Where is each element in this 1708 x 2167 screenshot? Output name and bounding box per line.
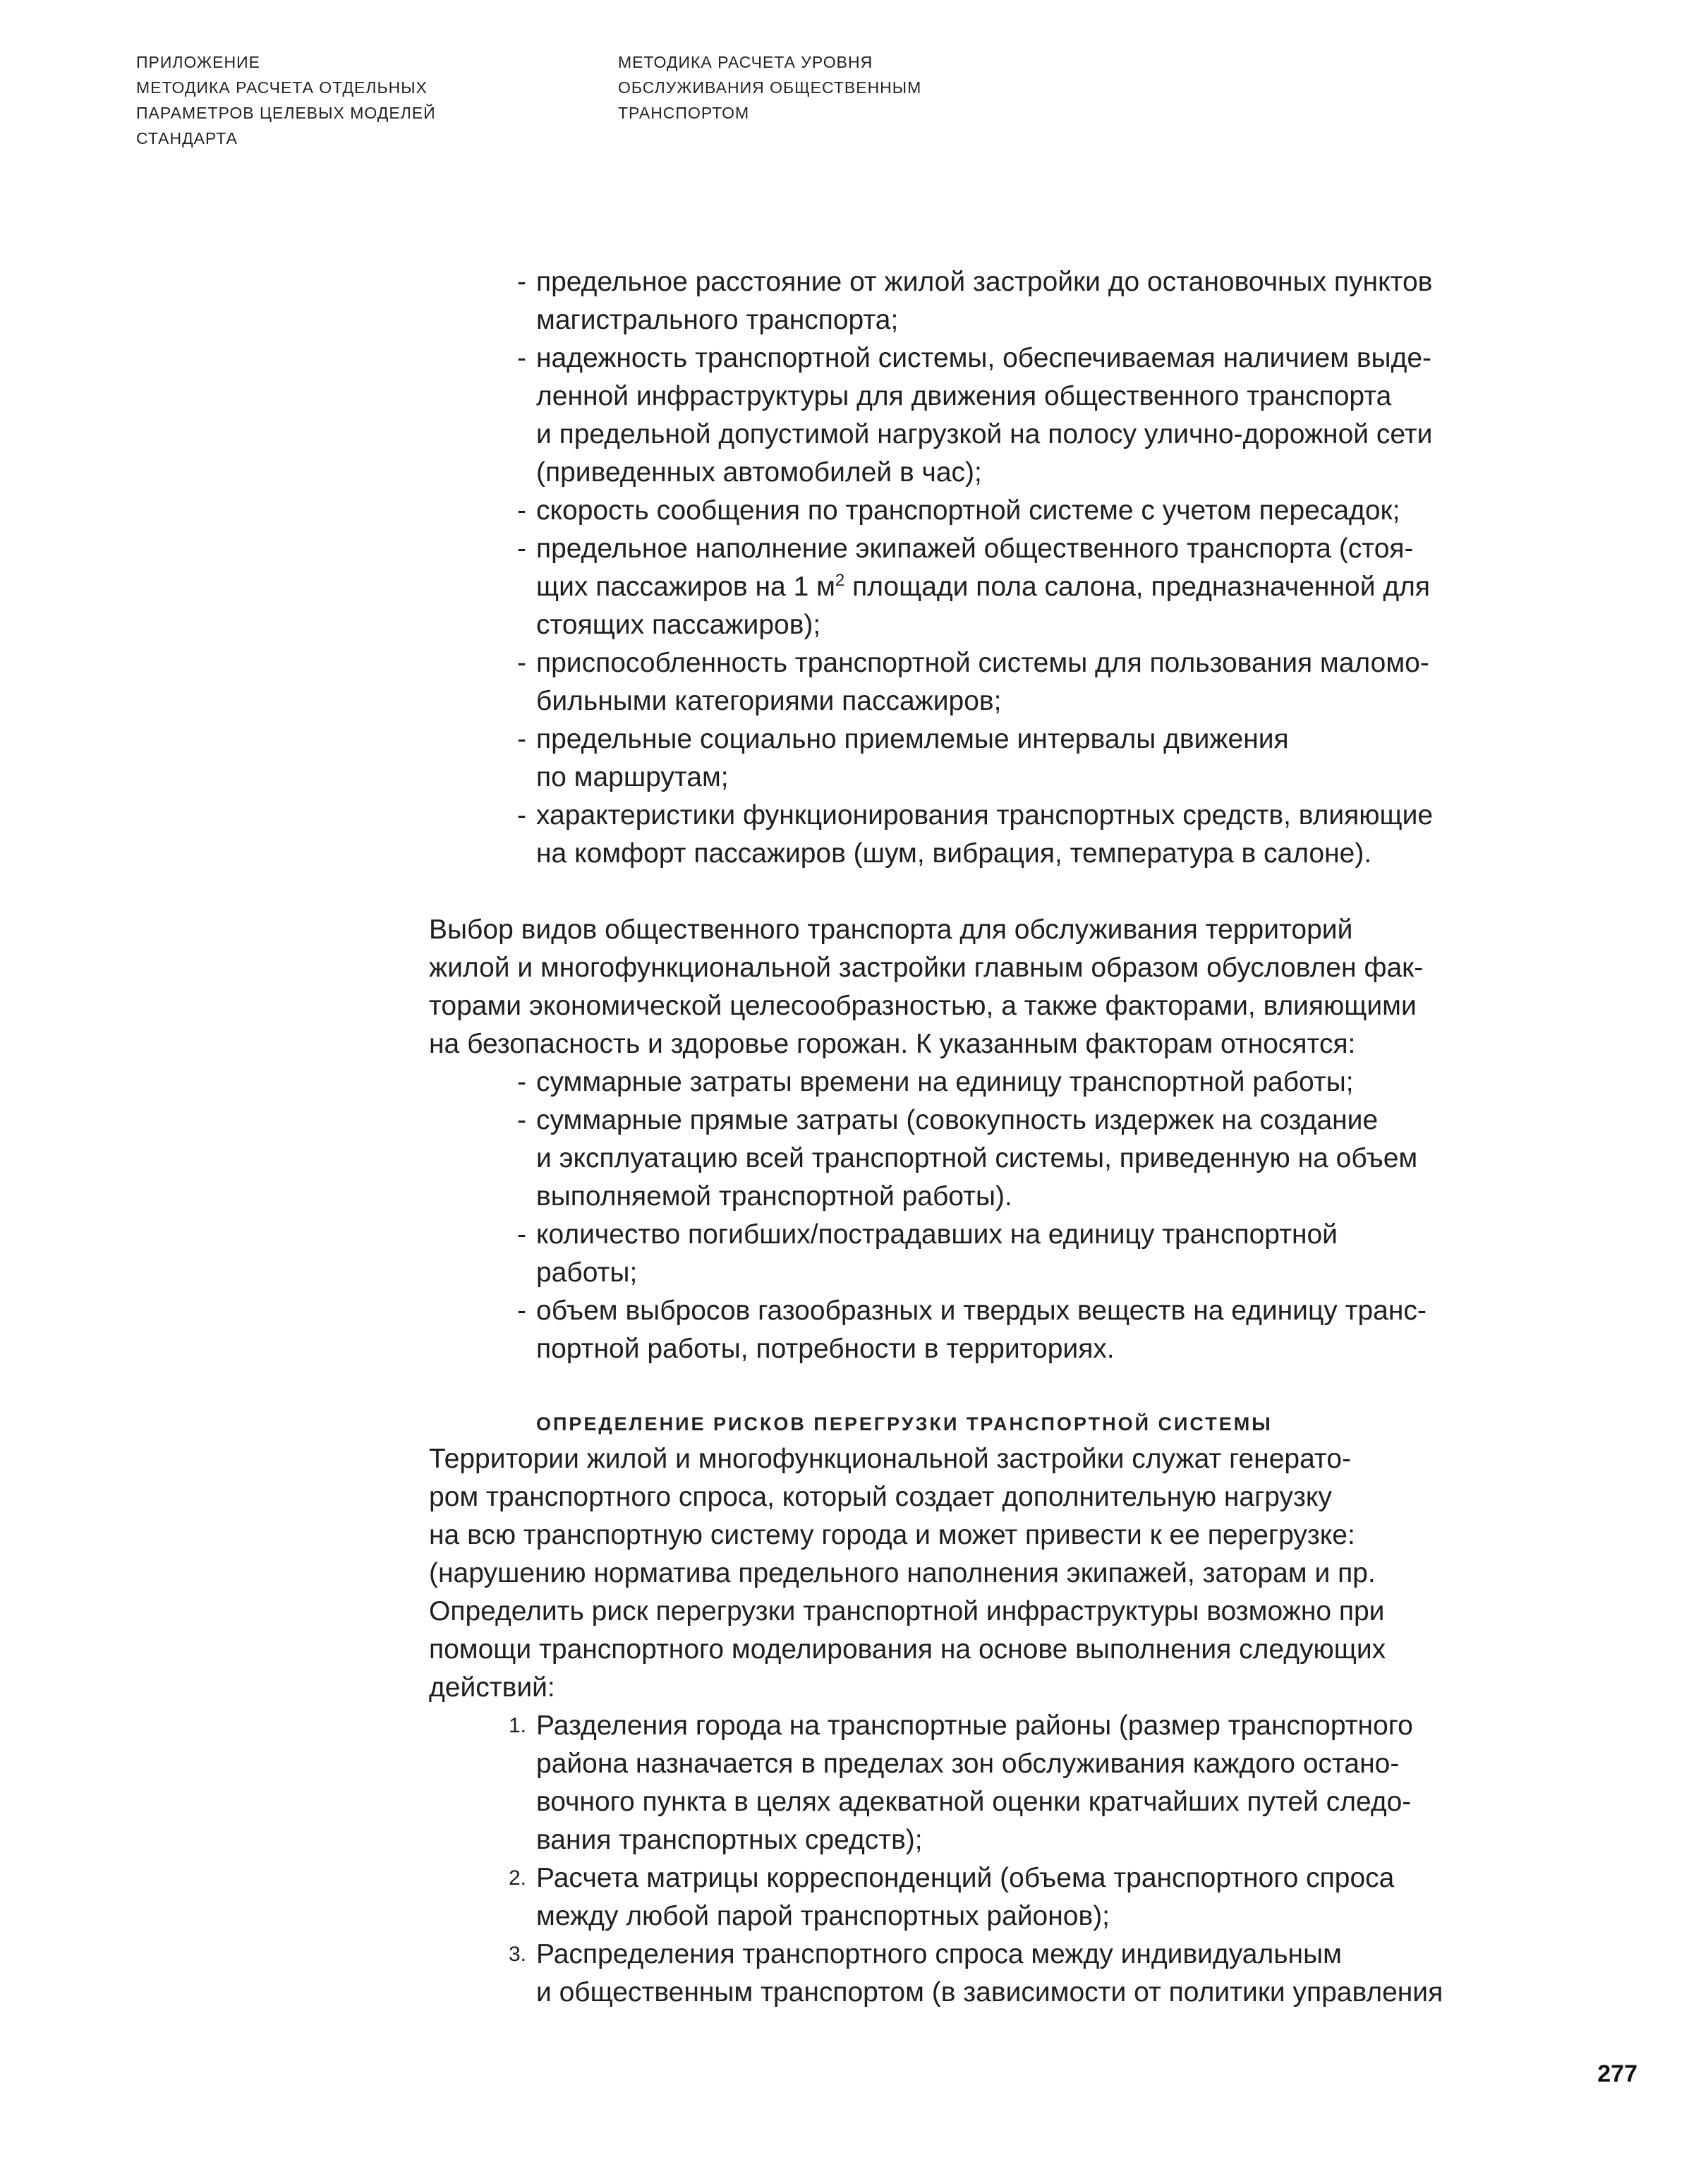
text-line: торами экономической целесообразностью, а также факторами, влияющими <box>429 991 1417 1021</box>
header-right-line: ОБСЛУЖИВАНИЯ ОБЩЕСТВЕННЫМ <box>618 78 922 97</box>
list-item <box>429 644 1544 720</box>
text-line: жилой и многофункциональной застройки главным образом обусловлен фак- <box>429 953 1424 983</box>
text-line: бильными категориями пассажиров; <box>536 686 1002 716</box>
text-line: между любой парой транспортных районов); <box>536 1901 1110 1931</box>
text-line: объем выбросов газообразных и твердых веществ на единицу транс- <box>536 1296 1427 1326</box>
text-line: предельное расстояние от жилой застройки до остановочных пунктов <box>536 267 1433 297</box>
list-item <box>429 720 1544 797</box>
text-line: Разделения города на транспортные районы (размер транспортного <box>536 1710 1413 1741</box>
page-body <box>429 263 1544 2012</box>
list-item <box>429 1859 1544 1936</box>
dash-marker: - <box>517 343 526 373</box>
spacer <box>429 1368 1544 1408</box>
text-line: приспособленность транспортной системы для пользования маломо- <box>536 648 1429 678</box>
text-line-with-superscript <box>536 568 1544 606</box>
text-line: количество погибших/пострадавших на единицу транспортной <box>536 1219 1338 1250</box>
text-line: и общественным транспортом (в зависимости от политики управления <box>536 1977 1443 2008</box>
page-number: 277 <box>1597 2060 1637 2087</box>
header-right-line: МЕТОДИКА РАСЧЕТА УРОВНЯ <box>618 53 873 71</box>
text-line: суммарные затраты времени на единицу транспортной работы; <box>536 1067 1354 1097</box>
text-line: (нарушению норматива предельного наполнения экипажей, заторам и пр. <box>429 1558 1376 1588</box>
text-line: надежность транспортной системы, обеспечиваемая наличием выде- <box>536 343 1432 373</box>
text-line: по маршрутам; <box>536 762 729 792</box>
text-line: Определить риск перегрузки транспортной инфраструктуры возможно при <box>429 1596 1385 1626</box>
header-left-line: СТАНДАРТА <box>136 129 238 147</box>
factors-list <box>429 1063 1544 1368</box>
list-item <box>429 339 1544 492</box>
header-right-line: ТРАНСПОРТОМ <box>618 104 750 122</box>
dash-marker: - <box>517 495 526 526</box>
list-item <box>429 492 1544 530</box>
text-line: скорость сообщения по транспортной системе с учетом пересадок; <box>536 495 1400 526</box>
dash-marker: - <box>517 800 526 831</box>
text-line: Расчета матрицы корреспонденций (объема транспортного спроса <box>536 1863 1395 1893</box>
list-item <box>429 1063 1544 1101</box>
paragraph <box>429 911 1544 1063</box>
dash-marker: - <box>517 1296 526 1326</box>
list-item <box>429 530 1544 644</box>
header-left-line: МЕТОДИКА РАСЧЕТА ОТДЕЛЬНЫХ <box>136 78 428 97</box>
list-item <box>429 1216 1544 1292</box>
section-heading: ОПРЕДЕЛЕНИЕ РИСКОВ ПЕРЕГРУЗКИ ТРАНСПОРТНОЙ СИСТЕМЫ <box>536 1413 1273 1435</box>
dash-marker: - <box>517 267 526 297</box>
list-item <box>429 797 1544 873</box>
list-item <box>429 1936 1544 2012</box>
text-line: помощи транспортного моделирования на основе выполнения следующих <box>429 1634 1386 1665</box>
text-line: предельное наполнение экипажей общественного транспорта (стоя- <box>536 533 1414 564</box>
text-line: действий: <box>429 1672 555 1703</box>
text-line: на всю транспортную систему города и может привести к ее перегрузке: <box>429 1520 1355 1550</box>
text-line: вочного пункта в целях адекватной оценки кратчайших путей следо- <box>536 1787 1412 1817</box>
dash-marker: - <box>517 1105 526 1135</box>
dash-marker: - <box>517 648 526 678</box>
list-item <box>429 263 1544 339</box>
dash-marker: - <box>517 1067 526 1097</box>
dash-marker: - <box>517 724 526 754</box>
text-line: Распределения транспортного спроса между индивидуальным <box>536 1939 1342 1969</box>
text-line: суммарные прямые затраты (совокупность издержек на создание <box>536 1105 1379 1135</box>
text-line: характеристики функционирования транспортных средств, влияющие <box>536 800 1434 831</box>
text-line: и предельной допустимой нагрузкой на полосу улично-дорожной сети <box>536 419 1433 449</box>
text-line: вания транспортных средств); <box>536 1825 923 1855</box>
text-line: Выбор видов общественного транспорта для обслуживания территорий <box>429 915 1353 945</box>
header-left-line: ПАРАМЕТРОВ ЦЕЛЕВЫХ МОДЕЛЕЙ <box>136 104 436 122</box>
list-item <box>429 1707 1544 1859</box>
text-fragment: площади пола салона, предназначенной для <box>844 572 1430 602</box>
text-line: работы; <box>536 1257 638 1288</box>
list-item <box>429 1292 1544 1368</box>
text-line: и эксплуатацию всей транспортной системы, приведенную на объем <box>536 1143 1418 1173</box>
text-line: магистрального транспорта; <box>536 305 899 335</box>
number-marker: 1. <box>508 1714 526 1737</box>
text-line: на комфорт пассажиров (шум, вибрация, температура в салоне). <box>536 838 1372 869</box>
text-line: района назначается в пределах зон обслуживания каждого остано- <box>536 1749 1400 1779</box>
paragraph <box>429 1440 1544 1707</box>
header-left-line: ПРИЛОЖЕНИЕ <box>136 53 260 71</box>
running-header-right <box>618 49 921 126</box>
spacer <box>429 873 1544 911</box>
text-line: стоящих пассажиров); <box>536 610 821 640</box>
text-line: выполняемой транспортной работы). <box>536 1181 1012 1212</box>
text-line: Территории жилой и многофункциональной застройки служат генерато- <box>429 1444 1352 1474</box>
text-fragment: щих пассажиров на 1 м <box>536 572 835 602</box>
steps-list <box>429 1707 1544 2012</box>
superscript: 2 <box>835 571 845 590</box>
text-line: предельные социально приемлемые интервалы движения <box>536 724 1289 754</box>
number-marker: 3. <box>508 1943 526 1966</box>
text-line: ром транспортного спроса, который создает дополнительную нагрузку <box>429 1482 1332 1512</box>
text-line: (приведенных автомобилей в час); <box>536 457 982 488</box>
text-line: на безопасность и здоровье горожан. К указанным факторам относятся: <box>429 1029 1356 1059</box>
dash-marker: - <box>517 1219 526 1250</box>
criteria-list <box>429 263 1544 873</box>
list-item <box>429 1101 1544 1216</box>
text-line: ленной инфраструктуры для движения общественного транспорта <box>536 381 1392 411</box>
running-header-left <box>136 49 436 151</box>
text-line: портной работы, потребности в территориях. <box>536 1334 1115 1364</box>
number-marker: 2. <box>508 1866 526 1890</box>
dash-marker: - <box>517 533 526 564</box>
